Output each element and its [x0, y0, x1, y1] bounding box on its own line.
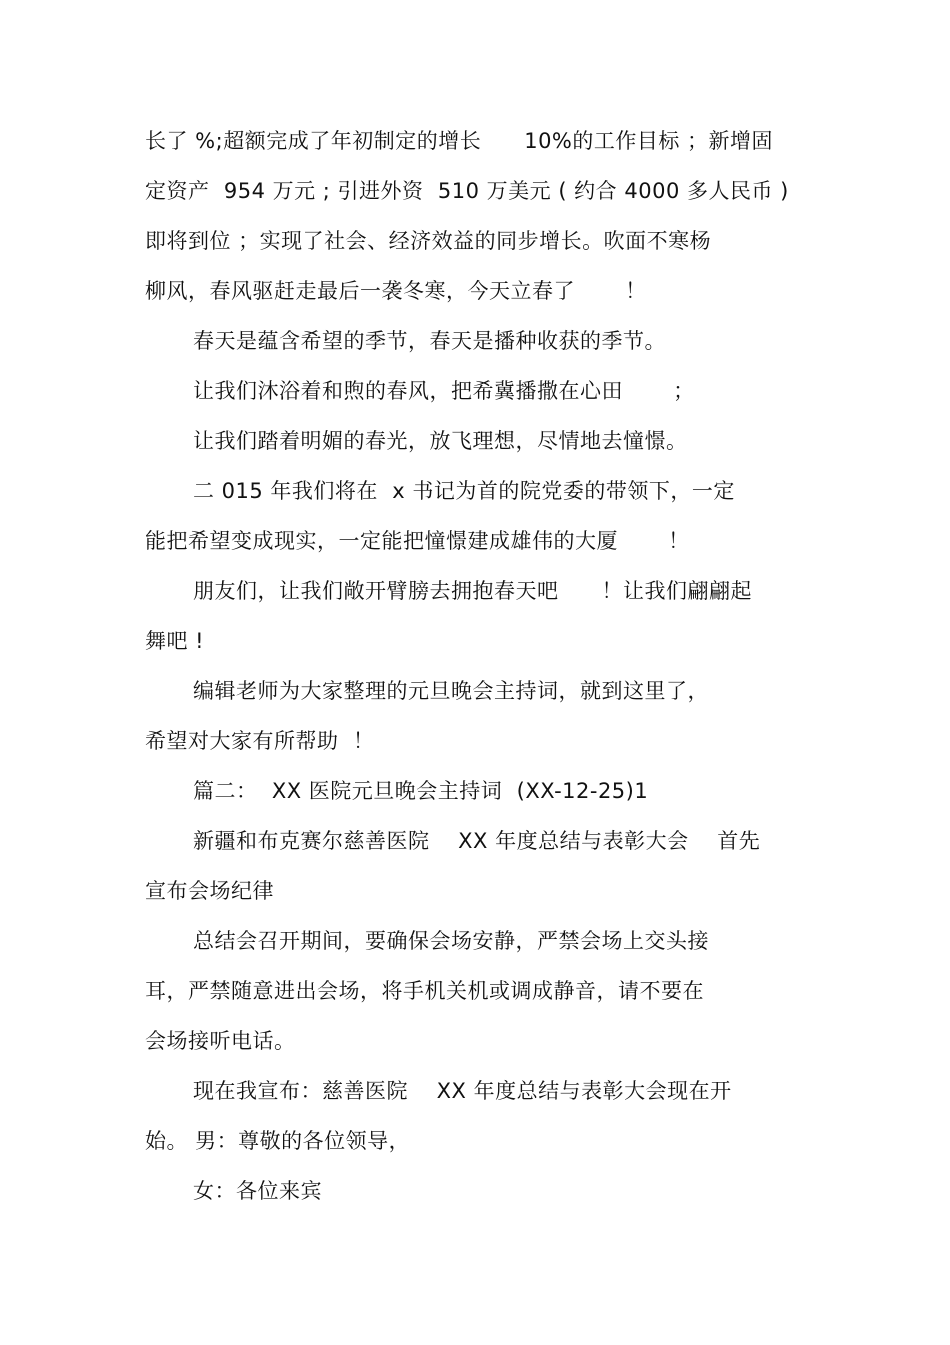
text-line: 舞吧 !: [145, 629, 205, 653]
text-line: 春天是蕴含希望的季节，春天是播种收获的季节。: [193, 329, 666, 353]
text-line: 能把希望变成现实，一定能把憧憬建成雄伟的大厦 ！: [145, 529, 690, 553]
text-line: 女：各位来宾: [193, 1179, 322, 1203]
text-line: 即将到位 ；实现了社会、经济效益的同步增长。吹面不寒杨: [145, 229, 712, 253]
text-line: 宣布会场纪律: [145, 879, 274, 903]
text-line: 总结会召开期间，要确保会场安静，严禁会场上交头接: [193, 929, 709, 953]
text-line: 柳风，春风驱赶走最后一袭冬寒，今天立春了 ！: [145, 279, 647, 303]
text-line: 让我们沐浴着和煦的春风，把希冀播撒在心田 ；: [193, 379, 695, 403]
text-line: 定资产 954 万元 ; 引进外资 510 万美元 ( 约合 4000 多人民币 ): [145, 179, 789, 203]
text-line: 会场接听电话。: [145, 1029, 296, 1053]
text-line: 耳，严禁随意进出会场，将手机关机或调成静音，请不要在: [145, 979, 704, 1003]
text-line: 希望对大家有所帮助 ！: [145, 729, 375, 753]
section-heading: 篇二： XX 医院元旦晚会主持词 (XX-12-25)1: [193, 779, 649, 803]
text-line: 让我们踏着明媚的春光，放飞理想，尽情地去憧憬。: [193, 429, 688, 453]
text-line: 始。 男：尊敬的各位领导，: [145, 1129, 411, 1153]
text-line: 现在我宣布：慈善医院 XX 年度总结与表彰大会现在开: [193, 1079, 732, 1103]
text-line: 朋友们，让我们敞开臂膀去拥抱春天吧 ！让我们翩翩起: [193, 579, 752, 603]
text-line: 新疆和布克赛尔慈善医院 XX 年度总结与表彰大会 首先: [193, 829, 761, 853]
text-line: 长了 %;超额完成了年初制定的增长 10%的工作目标 ；新增固: [145, 129, 774, 153]
text-line: 二 015 年我们将在 x 书记为首的院党委的带领下，一定: [193, 479, 735, 503]
text-line: 编辑老师为大家整理的元旦晚会主持词，就到这里了，: [193, 679, 709, 703]
